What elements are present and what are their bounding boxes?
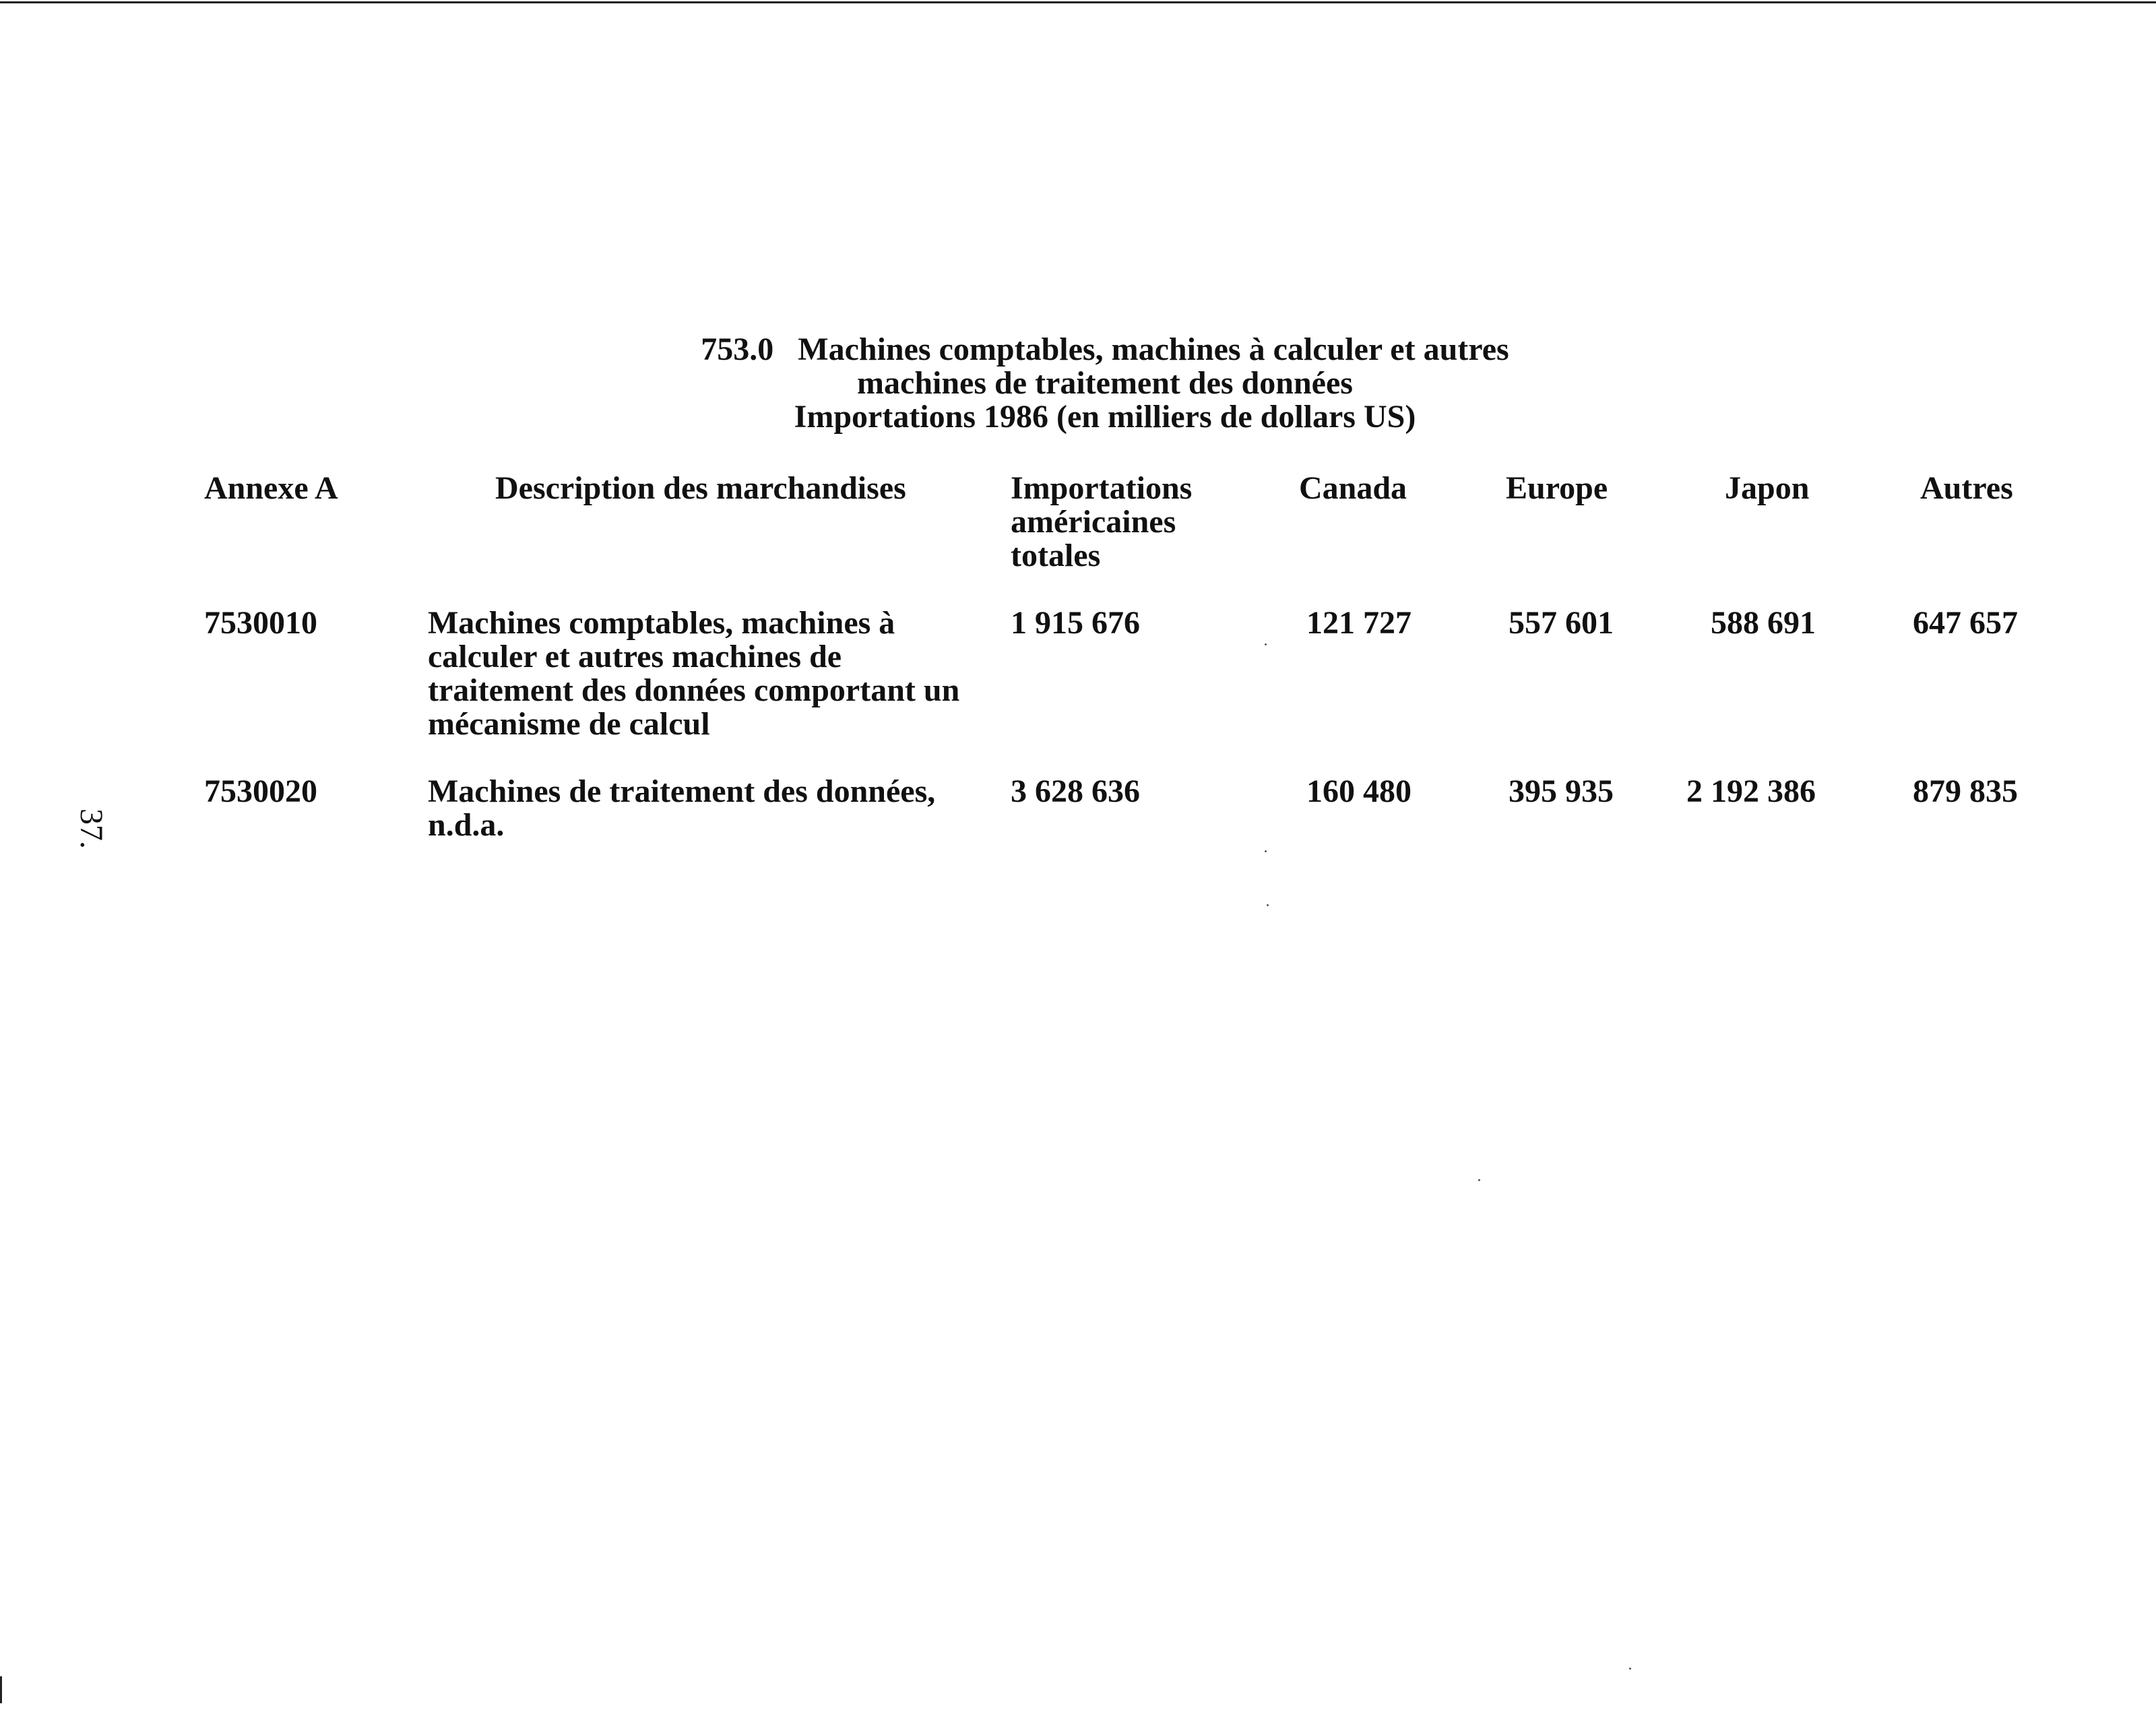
row-europe: 557 601 [1509,605,1614,641]
row-europe: 395 935 [1509,773,1614,809]
table-title [606,333,1604,434]
row-code: 7530020 [204,773,317,809]
scan-speck [1267,904,1269,906]
row-description: Machines comptables, machines à calculer et autres machines de traitement des données comportant un mécanisme de calcul [428,605,960,742]
page-number: 37. [73,809,109,849]
row-total: 1 915 676 [1011,605,1140,641]
header-description: Description des marchandises [495,470,906,506]
row-canada: 160 480 [1306,773,1412,809]
header-japon: Japon [1725,470,1810,506]
top-border-rule [0,1,2156,3]
row-total: 3 628 636 [1011,773,1140,809]
row-code: 7530010 [204,605,317,641]
scan-speck [1265,850,1267,852]
title-line-3: Importations 1986 (en milliers de dollars US) [794,399,1416,435]
row-canada: 121 727 [1306,605,1412,641]
row-japon: 588 691 [1711,605,1816,641]
header-annex: Annexe A [204,470,338,506]
title-code: 753.0 [701,331,774,367]
row-japon: 2 192 386 [1686,773,1816,809]
header-canada: Canada [1299,470,1407,506]
title-line-1 [606,333,1604,367]
row-autres: 647 657 [1913,605,2018,641]
scan-speck [1629,1668,1631,1670]
header-autres: Autres [1920,470,2013,506]
scan-speck [1265,643,1267,645]
row-autres: 879 835 [1913,773,2018,809]
header-europe: Europe [1506,470,1608,506]
row-description: Machines de traitement des données, n.d.a. [428,773,936,843]
scan-speck [1478,1179,1480,1181]
title-line-2: machines de traitement des données [857,365,1353,401]
title-text-1: Machines comptables, machines à calculer et autres [798,331,1509,367]
scan-edge-mark [0,1676,2,1703]
header-total-imports: Importations américaines totales [1011,470,1193,573]
